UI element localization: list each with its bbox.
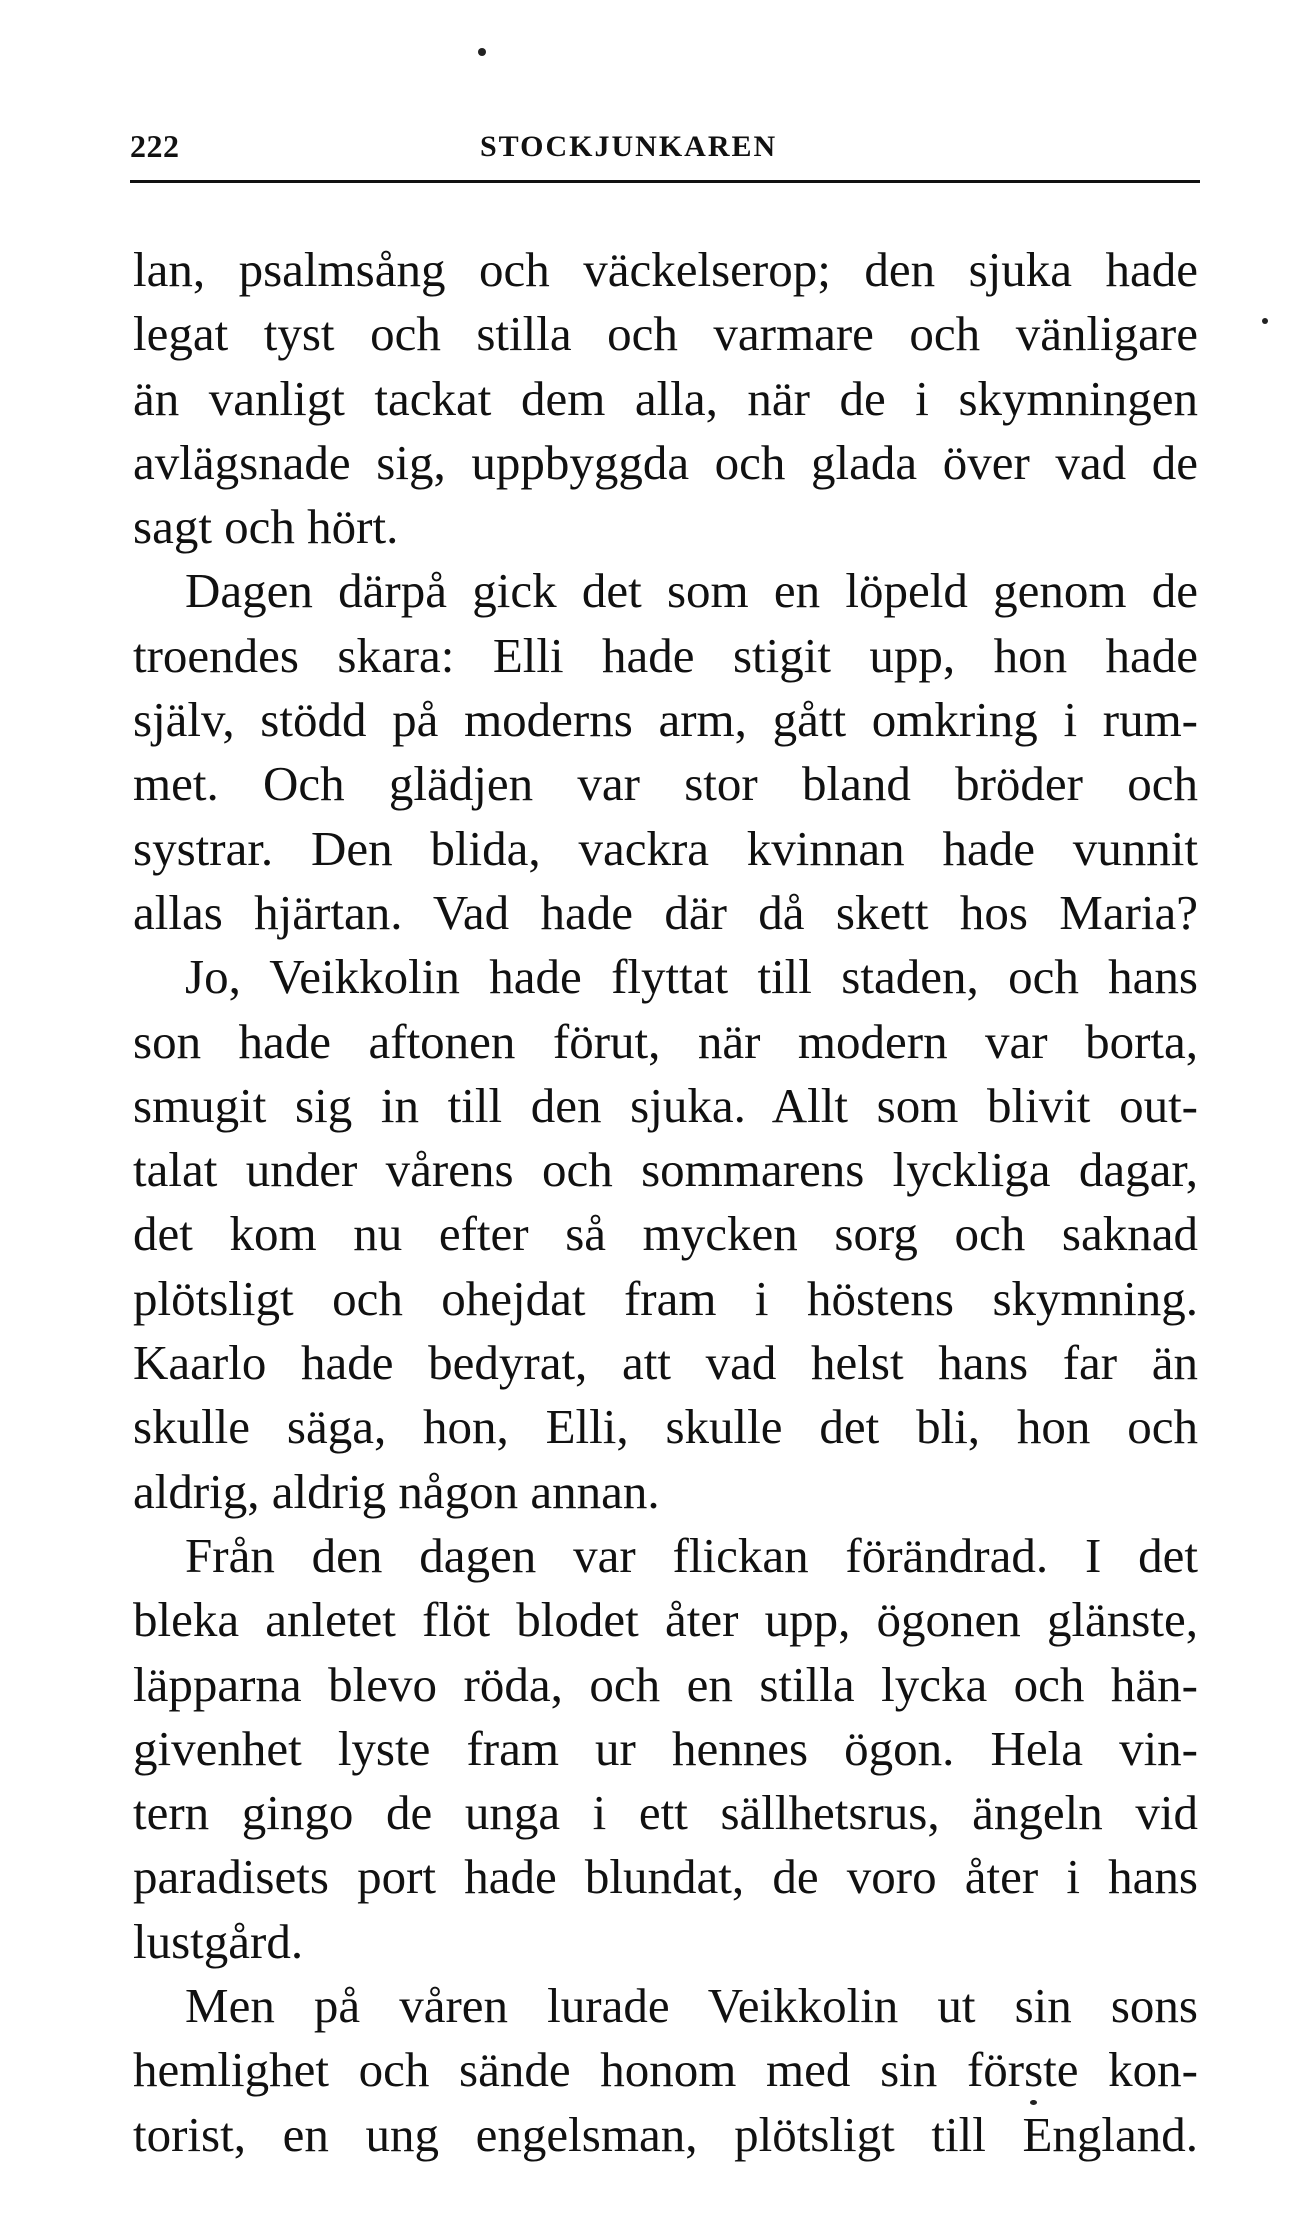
page-header: [130, 128, 1200, 183]
ink-speck: [1030, 2100, 1037, 2105]
ink-speck: [478, 48, 486, 56]
text-line: legat tyst och stilla och varmare och vänligare: [133, 306, 1198, 362]
text-line: läpparna blevo röda, och en stilla lycka och hän-: [133, 1656, 1198, 1712]
text-line: plötsligt och ohejdat fram i höstens skymning.: [133, 1270, 1198, 1326]
ink-speck: [1262, 318, 1268, 324]
text-line: det kom nu efter så mycken sorg och saknad: [133, 1206, 1198, 1262]
text-line: systrar. Den blida, vackra kvinnan hade vunnit: [133, 820, 1198, 876]
text-line: Från den dagen var flickan förändrad. I det: [185, 1527, 1198, 1583]
page-number: 222: [130, 128, 180, 164]
text-line: själv, stödd på moderns arm, gått omkring i rum-: [133, 692, 1198, 748]
text-line: lustgård.: [133, 1913, 304, 1969]
text-line: torist, en ung engelsman, plötsligt till England.: [133, 2106, 1198, 2162]
text-line: tern gingo de unga i ett sällhetsrus, ängeln vid: [133, 1785, 1198, 1841]
text-line: bleka anletet flöt blodet åter upp, ögonen glänste,: [133, 1592, 1198, 1648]
text-line: son hade aftonen förut, när modern var borta,: [133, 1013, 1198, 1069]
text-line: skulle säga, hon, Elli, skulle det bli, hon och: [133, 1399, 1198, 1455]
text-line: avlägsnade sig, uppbyggda och glada över vad de: [133, 434, 1198, 490]
text-line: lan, psalmsång och väckelserop; den sjuka hade: [133, 242, 1198, 297]
text-line: Dagen därpå gick det som en löpeld genom de: [185, 563, 1198, 619]
text-line: Jo, Veikkolin hade flyttat till staden, och hans: [185, 949, 1198, 1005]
text-line: smugit sig in till den sjuka. Allt som blivit out-: [133, 1077, 1198, 1133]
text-line: troendes skara: Elli hade stigit upp, hon hade: [133, 627, 1198, 683]
text-line: än vanligt tackat dem alla, när de i skymningen: [133, 370, 1198, 426]
text-line: Men på våren lurade Veikkolin ut sin sons: [185, 1978, 1198, 2034]
text-line: paradisets port hade blundat, de voro åter i hans: [133, 1849, 1198, 1905]
text-line: aldrig, aldrig någon annan.: [133, 1463, 660, 1519]
running-title: STOCKJUNKAREN: [480, 130, 778, 163]
text-line: givenhet lyste fram ur hennes ögon. Hela vin-: [133, 1720, 1198, 1776]
text-line: hemlighet och sände honom med sin förste kon-: [133, 2042, 1198, 2098]
body-text: [133, 238, 1198, 2167]
text-line: sagt och hört.: [133, 499, 399, 555]
text-line: met. Och glädjen var stor bland bröder och: [133, 756, 1198, 812]
text-line: talat under vårens och sommarens lyckliga dagar,: [133, 1142, 1198, 1198]
text-line: Kaarlo hade bedyrat, att vad helst hans far än: [133, 1335, 1198, 1391]
text-line: allas hjärtan. Vad hade där då skett hos Maria?: [133, 884, 1198, 940]
